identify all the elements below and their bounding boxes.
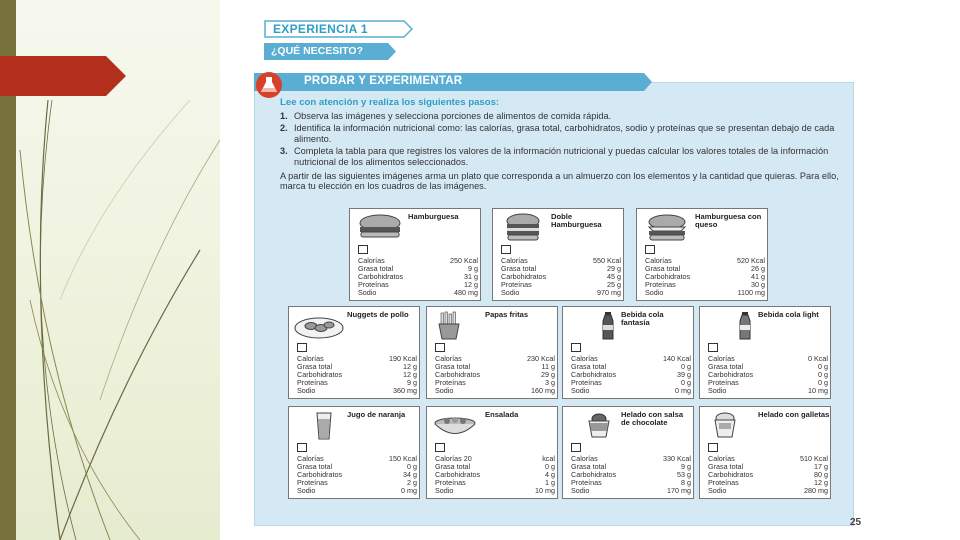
textbook-page bbox=[220, 20, 878, 532]
nuggets-icon bbox=[293, 311, 345, 341]
food-name: Helado con galletas bbox=[758, 410, 830, 419]
nutrition-facts: Calorías 140 Kcal Grasa total 0 g Carbohidratos 39 g Proteínas 0 g Sodio 0 mg bbox=[571, 354, 691, 396]
food-name: Papas fritas bbox=[485, 310, 529, 319]
need-title: ¿QUÉ NECESITO? bbox=[271, 45, 363, 57]
food-select-checkbox[interactable] bbox=[297, 443, 307, 452]
salad-bowl-icon bbox=[431, 411, 483, 441]
food-select-checkbox[interactable] bbox=[501, 245, 511, 254]
soda-bottle-icon bbox=[567, 311, 619, 341]
juice-glass-icon bbox=[293, 411, 345, 441]
food-card bbox=[699, 406, 831, 499]
section-banner bbox=[254, 71, 654, 93]
nutrition-facts: Calorías 550 Kcal Grasa total 29 g Carbohidratos 45 g Proteínas 25 g Sodio 970 mg bbox=[501, 256, 621, 298]
flask-icon bbox=[254, 71, 284, 99]
nutrition-facts: Calorías 150 Kcal Grasa total 0 g Carbohidratos 34 g Proteínas 2 g Sodio 0 mg bbox=[297, 454, 417, 496]
food-select-checkbox[interactable] bbox=[645, 245, 655, 254]
food-name: Nuggets de pollo bbox=[347, 310, 409, 319]
instruction-step: 3. Completa la tabla para que registres los valores de la información nutricional y puedas calcular los valores totales de la información nutricional de los alimentos seleccionados. bbox=[280, 146, 829, 167]
food-card bbox=[426, 406, 558, 499]
food-select-checkbox[interactable] bbox=[358, 245, 368, 254]
food-card bbox=[562, 306, 694, 399]
experience-title: EXPERIENCIA 1 bbox=[273, 22, 368, 36]
food-select-checkbox[interactable] bbox=[708, 343, 718, 352]
ice-cream-cup-icon bbox=[704, 411, 756, 441]
instructions-heading: Lee con atención y realiza los siguientes pasos: bbox=[280, 97, 500, 108]
nutrition-facts: Calorías 20 kcal Grasa total 0 g Carbohidratos 4 g Proteínas 1 g Sodio 10 mg bbox=[435, 454, 555, 496]
food-card bbox=[492, 208, 624, 301]
instruction-step: 2. Identifica la información nutricional como: las calorías, grasa total, carbohidratos, sodio y proteínas que se presentan debajo de cada alimento. bbox=[280, 123, 835, 144]
slide-arrow-icon bbox=[0, 56, 126, 96]
nutrition-facts: Calorías 190 Kcal Grasa total 12 g Carbohidratos 12 g Proteínas 9 g Sodio 360 mg bbox=[297, 354, 417, 396]
food-card bbox=[288, 306, 420, 399]
nutrition-facts: Calorías 250 Kcal Grasa total 9 g Carbohidratos 31 g Proteínas 12 g Sodio 480 mg bbox=[358, 256, 478, 298]
food-select-checkbox[interactable] bbox=[435, 343, 445, 352]
food-name: Hamburguesa con queso bbox=[695, 212, 762, 230]
food-name: Bebida cola fantasía bbox=[621, 310, 664, 328]
food-name: Helado con salsa de chocolate bbox=[621, 410, 684, 428]
page-number: 25 bbox=[850, 517, 862, 528]
food-card bbox=[426, 306, 558, 399]
food-name: Bebida cola light bbox=[758, 310, 819, 319]
fries-icon bbox=[431, 311, 483, 341]
instruction-step: 1. Observa las imágenes y selecciona porciones de alimentos de comida rápida. bbox=[280, 110, 612, 121]
sundae-icon bbox=[567, 411, 619, 441]
slide-right-margin bbox=[878, 0, 960, 540]
food-select-checkbox[interactable] bbox=[708, 443, 718, 452]
food-select-checkbox[interactable] bbox=[435, 443, 445, 452]
cheeseburger-icon bbox=[641, 213, 693, 243]
light-soda-bottle-icon bbox=[704, 311, 756, 341]
nutrition-facts: Calorías 230 Kcal Grasa total 11 g Carbohidratos 29 g Proteínas 3 g Sodio 160 mg bbox=[435, 354, 555, 396]
food-select-checkbox[interactable] bbox=[571, 443, 581, 452]
nutrition-facts: Calorías 520 Kcal Grasa total 26 g Carbohidratos 41 g Proteínas 30 g Sodio 1100 mg bbox=[645, 256, 765, 298]
instructions-paragraph: A partir de las siguientes imágenes arma un plato que corresponda a un almuerzo con los elementos y la cantidad que quieras. Para ello, marca tu elección en los cuadros de las imágenes. bbox=[280, 170, 839, 192]
food-name: Doble Hamburguesa bbox=[551, 212, 602, 230]
food-name: Hamburguesa bbox=[408, 212, 459, 221]
experience-tab bbox=[264, 20, 414, 38]
food-card bbox=[636, 208, 768, 301]
food-name: Ensalada bbox=[485, 410, 519, 419]
double-burger-icon bbox=[497, 213, 549, 243]
food-name: Jugo de naranja bbox=[347, 410, 406, 419]
nutrition-facts: Calorías 510 Kcal Grasa total 17 g Carbohidratos 80 g Proteínas 12 g Sodio 280 mg bbox=[708, 454, 828, 496]
food-card bbox=[288, 406, 420, 499]
food-card bbox=[699, 306, 831, 399]
food-card bbox=[349, 208, 481, 301]
food-select-checkbox[interactable] bbox=[571, 343, 581, 352]
food-select-checkbox[interactable] bbox=[297, 343, 307, 352]
need-tab bbox=[264, 43, 396, 60]
section-title: PROBAR Y EXPERIMENTAR bbox=[304, 75, 463, 87]
instructions bbox=[280, 98, 840, 192]
nutrition-facts: Calorías 330 Kcal Grasa total 9 g Carbohidratos 53 g Proteínas 8 g Sodio 170 mg bbox=[571, 454, 691, 496]
burger-icon bbox=[354, 213, 406, 243]
food-card bbox=[562, 406, 694, 499]
nutrition-facts: Calorías 0 Kcal Grasa total 0 g Carbohidratos 0 g Proteínas 0 g Sodio 10 mg bbox=[708, 354, 828, 396]
